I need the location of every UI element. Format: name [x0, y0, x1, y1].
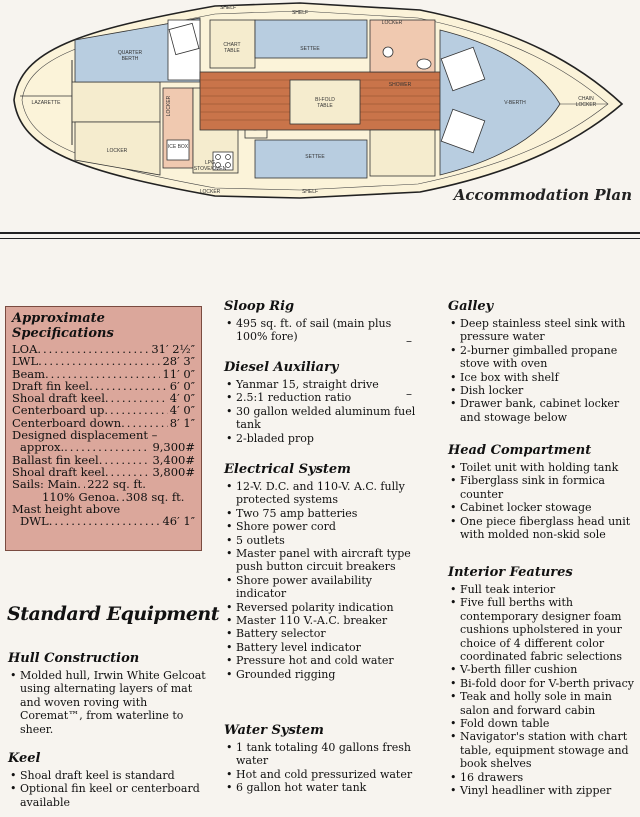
- list-item: • 5 outlets: [224, 534, 424, 547]
- list-item: • Shoal draft keel is standard: [8, 769, 208, 782]
- list-item: • Vinyl headliner with zipper: [448, 784, 636, 797]
- label-locker-side: LOCKER: [166, 95, 172, 117]
- list-item: • 1 tank totaling 40 gallons fresh water: [224, 741, 424, 768]
- spec-row-ballast-0: Ballast fin keel ..... 3,400#: [12, 454, 195, 466]
- list-item: • Full teak interior: [448, 583, 636, 596]
- list-item: • Bi-fold door for V-berth privacy: [448, 677, 636, 690]
- item-list-diesel: [224, 378, 424, 445]
- list-item: • Teak and holly sole in main salon and forward cabin: [448, 690, 636, 717]
- list-item: • Deep stainless steel sink with pressure water: [448, 317, 636, 344]
- spec-row-3: Draft fin keel ..... 6′ 0″: [12, 380, 195, 392]
- item-list-sloop: [224, 317, 424, 344]
- spec-title-1: Approximate: [12, 311, 105, 326]
- label-chain-1: CHAIN: [578, 96, 594, 102]
- label-ice-box: ICE BOX: [167, 144, 189, 150]
- list-item: • Pressure hot and cold water: [224, 654, 424, 667]
- spec-displacement-label: Designed displacement –: [12, 428, 158, 443]
- list-item: • Grounded rigging: [224, 668, 424, 681]
- label-chart-2: TABLE: [224, 48, 240, 54]
- list-item: • 2-bladed prop: [224, 432, 424, 445]
- section-water: [224, 723, 424, 795]
- item-list-water: [224, 741, 424, 795]
- list-item: • Yanmar 15, straight drive: [224, 378, 424, 391]
- section-hull: [8, 651, 208, 736]
- list-item: • 12-V. D.C. and 110-V. A.C. fully protected systems: [224, 480, 424, 507]
- list-item: • Master panel with aircraft type push button circuit breakers: [224, 547, 424, 574]
- list-item: • 6 gallon hot water tank: [224, 781, 424, 794]
- list-item: • 2.5:1 reduction ratio: [224, 391, 424, 404]
- spec-title-2: Specifications: [12, 326, 114, 341]
- label-locker-bottom: LOCKER: [199, 189, 221, 195]
- ice-box: [167, 140, 189, 160]
- item-list-hull: [8, 669, 208, 736]
- section-title-hull: Hull Construction: [8, 651, 140, 666]
- divider-rule-thin: [0, 238, 640, 239]
- spec-row-ballast-1: Shoal draft keel ..... 3,800#: [12, 466, 195, 478]
- item-list-head: [448, 461, 636, 541]
- standard-equipment-title: Standard Equipment: [7, 603, 219, 625]
- label-stove-2: STOVE/OVEN: [193, 166, 227, 172]
- list-item: • Optional fin keel or centerboard available: [8, 782, 208, 809]
- list-item: • 16 drawers: [448, 771, 636, 784]
- list-item: • Shore power cord: [224, 520, 424, 533]
- specifications-box: [5, 306, 202, 551]
- list-item: • 30 gallon welded aluminum fuel tank: [224, 405, 424, 432]
- spec-row-mast: DWL ..... 46′ 1″: [12, 515, 195, 527]
- label-shower: SHOWER: [388, 82, 412, 88]
- spec-row-0: LOA ..... 31′ 2½″: [12, 343, 195, 355]
- section-title-keel: Keel: [8, 751, 41, 766]
- list-item: • Dish locker: [448, 384, 636, 397]
- item-list-keel: [8, 769, 208, 809]
- section-title-interior: Interior Features: [448, 565, 573, 580]
- label-shelf-bottom: SHELF: [301, 189, 319, 195]
- spec-row-4: Shoal draft keel ..... 4′ 0″: [12, 392, 195, 404]
- section-title-water: Water System: [224, 723, 324, 738]
- label-v-berth: V-BERTH: [504, 100, 526, 106]
- label-chain-2: LOCKER: [575, 102, 597, 108]
- list-item: • Toilet unit with holding tank: [448, 461, 636, 474]
- item-list-galley: [448, 317, 636, 424]
- list-item: • Five full berths with contemporary designer foam cushions upholstered in your choice of 4 different color coordinated fabric selections: [448, 596, 636, 663]
- label-quarter-1: QUARTER: [117, 50, 143, 56]
- section-galley: [448, 299, 636, 424]
- list-item: • Reversed polarity indication: [224, 601, 424, 614]
- cockpit-well: [72, 82, 160, 122]
- section-keel: [8, 751, 208, 809]
- section-diesel: [224, 360, 424, 445]
- section-title-head: Head Compartment: [448, 443, 592, 458]
- divider-rule: [0, 232, 640, 234]
- list-item: • One piece fiberglass head unit with molded non-skid sole: [448, 515, 636, 542]
- list-item: • Molded hull, Irwin White Gelcoat using alternating layers of mat and woven roving with Coremat™, from waterline to sheer.: [8, 669, 208, 736]
- section-title-sloop: Sloop Rig: [224, 299, 295, 314]
- label-bifold-1: BI-FOLD: [315, 97, 335, 103]
- list-item: • Battery selector: [224, 627, 424, 640]
- spec-row-sails-main: Sails: Main ..... 222 sq. ft.: [12, 478, 195, 490]
- section-sloop: [224, 299, 424, 344]
- head-sink-icon: [383, 47, 393, 57]
- label-quarter-2: BERTH: [121, 56, 139, 62]
- label-shelf-top: SHELF: [219, 5, 237, 11]
- list-item: • Fold down table: [448, 717, 636, 730]
- section-interior: [448, 565, 636, 798]
- section-title-diesel: Diesel Auxiliary: [224, 360, 339, 375]
- label-stove-1: LPG: [204, 160, 216, 166]
- label-lazarette: LAZARETTE: [31, 100, 61, 106]
- label-bifold-2: TABLE: [317, 103, 333, 109]
- list-item: • Ice box with shelf: [448, 371, 636, 384]
- label-locker-top: LOCKER: [381, 20, 403, 26]
- spec-row-6: Centerboard down ..... 8′ 1″: [12, 417, 195, 429]
- ballast-rows: [12, 454, 195, 479]
- list-item: • Cabinet locker stowage: [448, 501, 636, 514]
- label-settee-top: SETTEE: [300, 46, 320, 52]
- item-list-electrical: [224, 480, 424, 681]
- list-item: • Drawer bank, cabinet locker and stowage below: [448, 397, 636, 424]
- list-item: • Battery level indicator: [224, 641, 424, 654]
- spec-row-1: LWL ..... 28′ 3″: [12, 355, 195, 367]
- toilet-icon: [417, 59, 431, 69]
- spec-row-2: Beam ..... 11′ 0″: [12, 368, 195, 380]
- list-item: • Master 110 V.-A.C. breaker: [224, 614, 424, 627]
- accommodation-plan: [0, 0, 640, 222]
- spec-mast-label: Mast height above: [12, 501, 121, 516]
- item-list-interior: [448, 583, 636, 798]
- label-settee-bottom: SETTEE: [305, 154, 325, 160]
- section-title-electrical: Electrical System: [224, 462, 351, 477]
- section-title-galley: Galley: [448, 299, 494, 314]
- section-head: [448, 443, 636, 541]
- label-shelf-top2: SHELF: [291, 10, 309, 16]
- label-chart-1: CHART: [223, 42, 241, 48]
- list-item: • Navigator's station with chart table, equipment stowage and book shelves: [448, 730, 636, 770]
- plan-title: Accommodation Plan: [453, 186, 632, 204]
- spec-row-displacement: approx. ..... 9,300#: [12, 441, 195, 453]
- list-item: • 2-burner gimballed propane stove with oven: [448, 344, 636, 371]
- list-item: • 495 sq. ft. of sail (main plus 100% fore): [224, 317, 424, 344]
- margin-mark-1: –: [406, 334, 412, 348]
- spec-row-5: Centerboard up ..... 4′ 0″: [12, 404, 195, 416]
- list-item: • Two 75 amp batteries: [224, 507, 424, 520]
- list-item: • Hot and cold pressurized water: [224, 768, 424, 781]
- settee-top-cushion: [255, 20, 367, 58]
- list-item: • Fiberglass sink in formica counter: [448, 474, 636, 501]
- section-electrical: [224, 462, 424, 681]
- margin-mark-2: –: [406, 387, 412, 401]
- list-item: • V-berth filler cushion: [448, 663, 636, 676]
- spec-row-genoa: 110% Genoa ..... 308 sq. ft.: [12, 491, 195, 503]
- list-item: • Shore power availability indicator: [224, 574, 424, 601]
- spec-rows: [12, 343, 195, 429]
- label-locker-left: LOCKER: [106, 148, 128, 154]
